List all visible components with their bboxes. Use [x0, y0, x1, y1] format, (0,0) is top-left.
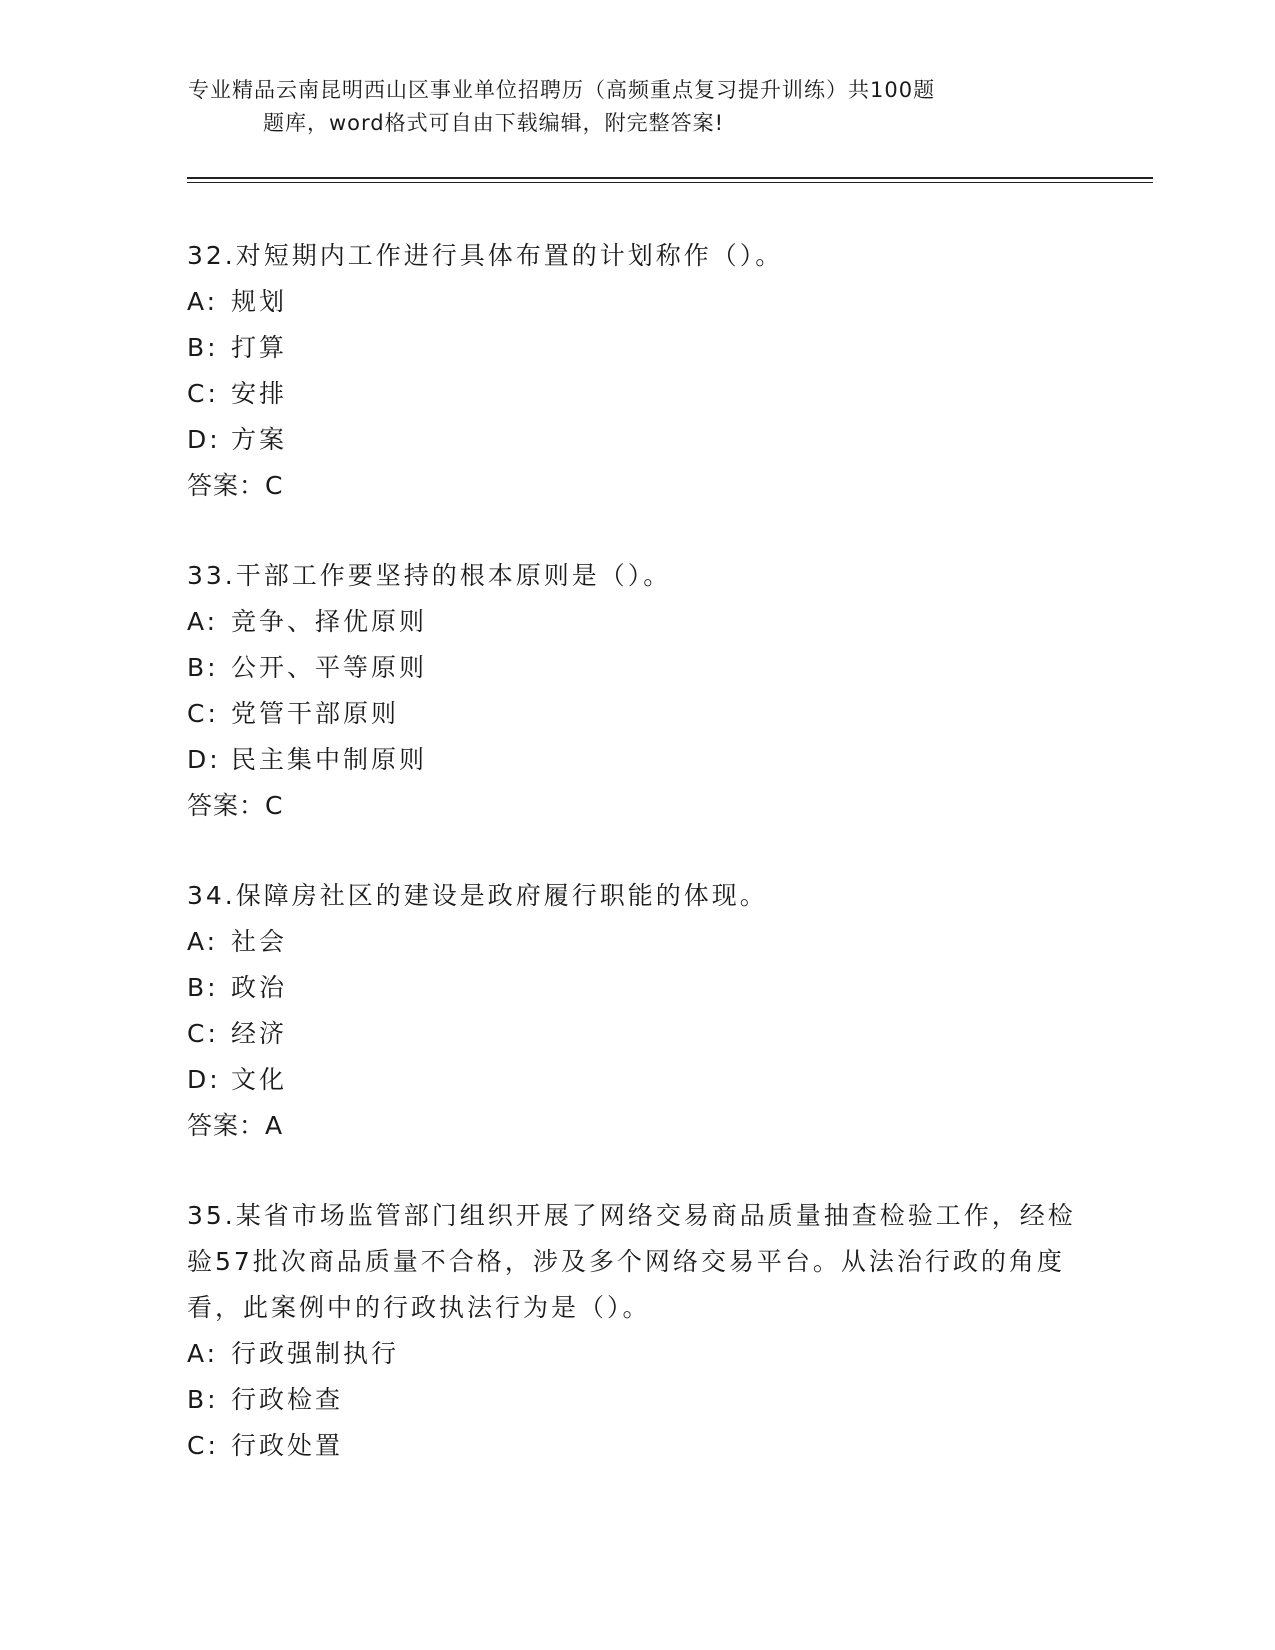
- option-letter: A:: [187, 927, 219, 956]
- question-32: [187, 233, 1087, 509]
- option-letter: D:: [187, 745, 221, 774]
- option-letter: C:: [187, 1431, 219, 1460]
- option-b: [187, 645, 1087, 691]
- question-35: [187, 1193, 1087, 1469]
- option-c: [187, 1423, 1087, 1469]
- option-text: 行政处置: [231, 1431, 344, 1460]
- option-letter: D:: [187, 1065, 221, 1094]
- option-c: [187, 1011, 1087, 1057]
- option-letter: C:: [187, 699, 219, 728]
- option-text: 经济: [231, 1019, 288, 1048]
- option-letter: C:: [187, 379, 219, 408]
- question-text: 34.保障房社区的建设是政府履行职能的体现。: [187, 881, 768, 910]
- option-letter: B:: [187, 973, 219, 1002]
- option-b: [187, 965, 1087, 1011]
- option-c: [187, 371, 1087, 417]
- option-a: [187, 279, 1087, 325]
- option-letter: B:: [187, 1385, 219, 1414]
- question-34: [187, 873, 1087, 1149]
- option-text: 社会: [231, 927, 288, 956]
- question-text: 32.对短期内工作进行具体布置的计划称作（）。: [187, 241, 784, 270]
- header-line-2: 题库，word格式可自由下载编辑，附完整答案!: [263, 111, 725, 135]
- answer-line: 答案：C: [187, 791, 284, 820]
- header-rule-thick: [187, 177, 1153, 179]
- option-text: 安排: [231, 379, 288, 408]
- question-text: 35.某省市场监管部门组织开展了网络交易商品质量抽查检验工作，经检验57批次商品质量不合格，涉及多个网络交易平台。从法治行政的角度看，此案例中的行政执法行为是（）。: [187, 1201, 1076, 1322]
- option-letter: B:: [187, 333, 219, 362]
- answer-line: 答案：C: [187, 471, 284, 500]
- option-letter: A:: [187, 287, 219, 316]
- question-text: 33.干部工作要坚持的根本原则是（）。: [187, 561, 672, 590]
- option-letter: A:: [187, 607, 219, 636]
- option-letter: C:: [187, 1019, 219, 1048]
- answer-line: 答案：A: [187, 1111, 284, 1140]
- question-list: [187, 233, 1087, 1513]
- header-line-1: 专业精品云南昆明西山区事业单位招聘历（高频重点复习提升训练）共100题: [188, 78, 936, 102]
- option-letter: A:: [187, 1339, 219, 1368]
- header-rule-thin: [187, 182, 1153, 183]
- option-text: 民主集中制原则: [231, 745, 428, 774]
- question-33: [187, 553, 1087, 829]
- option-text: 行政强制执行: [231, 1339, 400, 1368]
- option-text: 文化: [231, 1065, 288, 1094]
- option-c: [187, 691, 1087, 737]
- option-a: [187, 919, 1087, 965]
- option-text: 规划: [231, 287, 288, 316]
- option-text: 党管干部原则: [231, 699, 400, 728]
- option-d: [187, 737, 1087, 783]
- option-a: [187, 599, 1087, 645]
- option-text: 行政检查: [231, 1385, 344, 1414]
- option-d: [187, 1057, 1087, 1103]
- option-text: 公开、平等原则: [231, 653, 428, 682]
- option-letter: D:: [187, 425, 221, 454]
- option-text: 竞争、择优原则: [231, 607, 428, 636]
- option-letter: B:: [187, 653, 219, 682]
- option-d: [187, 417, 1087, 463]
- option-b: [187, 1377, 1087, 1423]
- option-text: 方案: [231, 425, 288, 454]
- option-text: 打算: [231, 333, 288, 362]
- document-header: [188, 74, 1048, 140]
- option-a: [187, 1331, 1087, 1377]
- option-b: [187, 325, 1087, 371]
- option-text: 政治: [231, 973, 288, 1002]
